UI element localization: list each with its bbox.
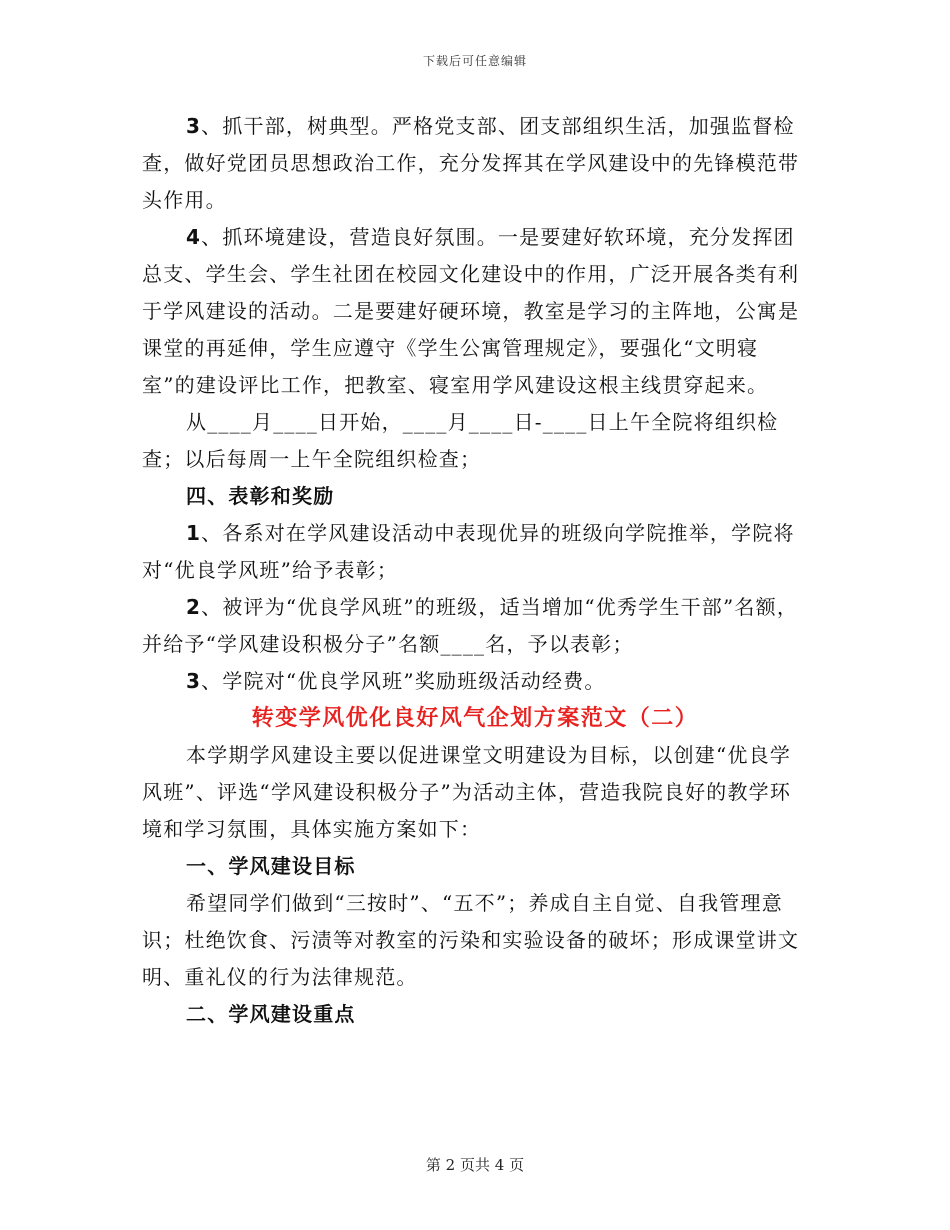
section-1-heading: 一、学风建设目标 [186,854,356,878]
item-number: 2 [186,595,202,619]
intro-paragraph: 本学期学风建设主要以促进课堂文明建设为目标，以创建“优良学风班”、评选“学风建设积极分子”为活动主体，营造我院良好的教学环境和学习氛围，具体实施方案如下： [142,743,792,841]
item-4 [142,219,808,404]
award-item-1 [142,515,808,589]
item-text: 、被评为“优良学风班”的班级，适当增加“优秀学生干部”名额，并给予“学风建设积极分子”名额____名，予以表彰； [142,595,799,656]
schedule-paragraph: 从____月____日开始，____月____日-____日上午全院将组织检查；以后每周一上午全院组织检查； [142,410,779,471]
item-text: 、各系对在学风建设活动中表现优异的班级向学院推举，学院将对“优良学风班”给予表彰； [142,521,795,582]
page-footer: 第 2 页共 4 页 [425,1156,525,1174]
item-number: 1 [186,521,202,545]
section-4-heading: 四、表彰和奖励 [186,484,335,508]
item-3 [142,108,808,219]
section-2-heading: 二、学风建设重点 [186,1002,356,1026]
award-item-2 [142,589,808,663]
document-title: 转变学风优化良好风气企划方案范文（二） [251,705,699,731]
item-number: 3 [186,669,202,693]
section-1-text: 希望同学们做到“三按时”、“五不”；养成自主自觉、自我管理意识；杜绝饮食、污渍等对教室的污染和实验设备的破坏；形成课堂讲文明、重礼仪的行为法律规范。 [142,891,800,989]
item-text: 、抓环境建设，营造良好氛围。一是要建好软环境，充分发挥团总支、学生会、学生社团在校园文化建设中的作用，广泛开展各类有利于学风建设的活动。二是要建好硬环境，教室是学习的主阵地，公寓是课堂的再延伸，学生应遵守《学生公寓管理规定》，要强化“文明寝室”的建设评比工作，把教室、寝室用学风建设这根主线贯穿起来。 [142,225,800,397]
item-number: 4 [186,225,202,249]
page-header: 下载后可任意编辑 [422,54,527,68]
item-text: 、抓干部，树典型。严格党支部、团支部组织生活，加强监督检查，做好党团员思想政治工作，充分发挥其在学风建设中的先锋模范带头作用。 [142,114,800,212]
item-text: 、学院对“优良学风班”奖励班级活动经费。 [201,669,606,693]
document-body [142,108,808,1033]
item-number: 3 [186,114,202,138]
award-item-3 [142,663,808,700]
